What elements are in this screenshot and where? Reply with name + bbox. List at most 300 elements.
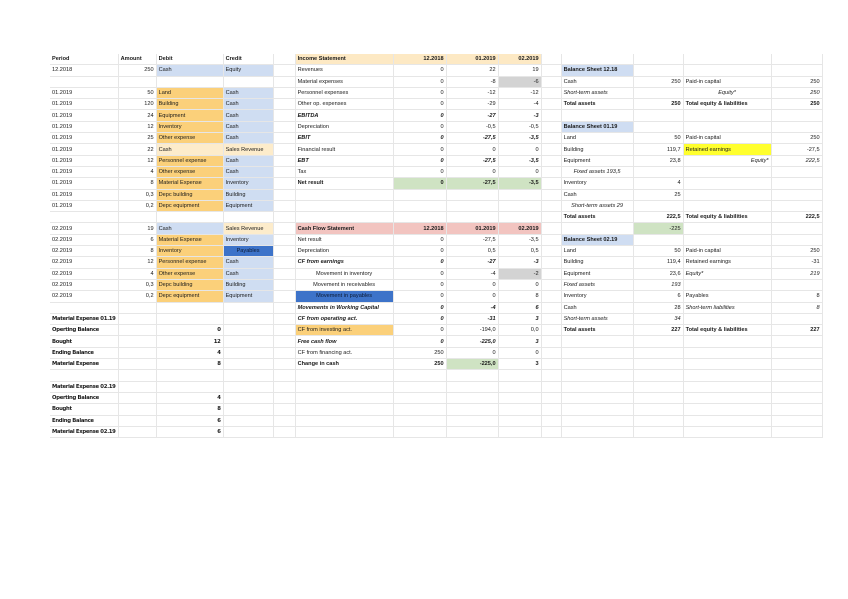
sheet-cell[interactable]: Balance Sheet 01.19	[561, 121, 633, 132]
sheet-cell[interactable]: 24	[118, 110, 156, 121]
sheet-cell[interactable]	[771, 426, 822, 437]
sheet-cell[interactable]: -4	[446, 268, 498, 279]
sheet-cell[interactable]: -8	[446, 76, 498, 87]
sheet-cell[interactable]: 01.2019	[446, 54, 498, 65]
sheet-cell[interactable]	[295, 415, 393, 426]
sheet-cell[interactable]: Financial result	[295, 144, 393, 155]
sheet-cell[interactable]	[273, 426, 295, 437]
sheet-cell[interactable]	[498, 370, 541, 381]
sheet-cell[interactable]: EBT	[295, 155, 393, 166]
sheet-cell[interactable]: 50	[633, 133, 683, 144]
sheet-cell[interactable]: 0	[393, 279, 446, 290]
sheet-cell[interactable]	[633, 426, 683, 437]
sheet-cell[interactable]	[273, 87, 295, 98]
sheet-cell[interactable]	[771, 404, 822, 415]
sheet-cell[interactable]: 01.2019	[50, 178, 118, 189]
sheet-cell[interactable]	[633, 404, 683, 415]
sheet-cell[interactable]: 0	[393, 133, 446, 144]
sheet-cell[interactable]: Sales Revenue	[223, 223, 273, 234]
sheet-cell[interactable]: 8	[498, 291, 541, 302]
sheet-cell[interactable]: Equipment	[561, 155, 633, 166]
sheet-cell[interactable]	[156, 76, 223, 87]
sheet-cell[interactable]	[541, 99, 561, 110]
sheet-cell[interactable]: Building	[156, 99, 223, 110]
sheet-cell[interactable]: Balance Sheet 02.19	[561, 234, 633, 245]
sheet-cell[interactable]: Cash	[223, 121, 273, 132]
sheet-cell[interactable]: 8	[118, 178, 156, 189]
sheet-cell[interactable]	[771, 189, 822, 200]
sheet-cell[interactable]: 0	[393, 257, 446, 268]
sheet-cell[interactable]	[118, 392, 156, 403]
sheet-cell[interactable]	[446, 212, 498, 223]
sheet-cell[interactable]	[541, 415, 561, 426]
sheet-cell[interactable]: Change in cash	[295, 359, 393, 370]
sheet-cell[interactable]: 19	[118, 223, 156, 234]
sheet-cell[interactable]	[223, 381, 273, 392]
sheet-cell[interactable]: 222,5	[633, 212, 683, 223]
sheet-cell[interactable]: 222,5	[771, 155, 822, 166]
sheet-cell[interactable]	[541, 268, 561, 279]
sheet-cell[interactable]: Debit	[156, 54, 223, 65]
sheet-cell[interactable]	[393, 370, 446, 381]
sheet-cell[interactable]	[273, 65, 295, 76]
sheet-cell[interactable]: 222,5	[771, 212, 822, 223]
sheet-cell[interactable]	[273, 76, 295, 87]
sheet-cell[interactable]	[223, 212, 273, 223]
sheet-cell[interactable]: Period	[50, 54, 118, 65]
sheet-cell[interactable]: Inventory	[156, 121, 223, 132]
sheet-cell[interactable]	[633, 121, 683, 132]
sheet-cell[interactable]: Credit	[223, 54, 273, 65]
sheet-cell[interactable]: 02.2019	[50, 234, 118, 245]
sheet-cell[interactable]: 4	[156, 392, 223, 403]
sheet-cell[interactable]	[446, 404, 498, 415]
sheet-cell[interactable]	[223, 325, 273, 336]
sheet-cell[interactable]: Net result	[295, 234, 393, 245]
sheet-cell[interactable]	[771, 54, 822, 65]
sheet-cell[interactable]: Land	[561, 246, 633, 257]
sheet-cell[interactable]	[273, 347, 295, 358]
sheet-cell[interactable]	[561, 404, 633, 415]
sheet-cell[interactable]: 4	[118, 268, 156, 279]
sheet-cell[interactable]: 250	[771, 99, 822, 110]
sheet-cell[interactable]	[771, 392, 822, 403]
sheet-cell[interactable]	[541, 347, 561, 358]
sheet-cell[interactable]: 250	[771, 246, 822, 257]
sheet-cell[interactable]: 02.2019	[50, 246, 118, 257]
sheet-cell[interactable]: Sales Revenue	[223, 144, 273, 155]
sheet-cell[interactable]: 0,3	[118, 279, 156, 290]
sheet-cell[interactable]: -27,5	[446, 155, 498, 166]
sheet-cell[interactable]: Other expense	[156, 133, 223, 144]
sheet-cell[interactable]	[541, 381, 561, 392]
sheet-cell[interactable]: 0	[498, 144, 541, 155]
sheet-cell[interactable]: Equipment	[223, 200, 273, 211]
sheet-cell[interactable]: 0	[393, 121, 446, 132]
sheet-cell[interactable]: 0,5	[446, 246, 498, 257]
sheet-cell[interactable]	[541, 110, 561, 121]
sheet-cell[interactable]	[771, 121, 822, 132]
sheet-cell[interactable]	[273, 257, 295, 268]
sheet-cell[interactable]: Building	[561, 257, 633, 268]
sheet-cell[interactable]: 01.2019	[50, 121, 118, 132]
sheet-cell[interactable]: 227	[633, 325, 683, 336]
sheet-cell[interactable]: 01.2019	[50, 144, 118, 155]
sheet-cell[interactable]: 25	[633, 189, 683, 200]
sheet-cell[interactable]: 01.2019	[50, 200, 118, 211]
sheet-cell[interactable]: Total equity & liabilities	[683, 325, 771, 336]
sheet-cell[interactable]	[561, 426, 633, 437]
sheet-cell[interactable]	[498, 392, 541, 403]
sheet-cell[interactable]	[273, 234, 295, 245]
sheet-cell[interactable]	[633, 234, 683, 245]
sheet-cell[interactable]: Depreciation	[295, 246, 393, 257]
sheet-cell[interactable]	[541, 133, 561, 144]
sheet-cell[interactable]	[498, 189, 541, 200]
sheet-cell[interactable]: 0	[393, 178, 446, 189]
sheet-cell[interactable]: Inventory	[223, 234, 273, 245]
sheet-cell[interactable]: Retained earnings	[683, 144, 771, 155]
sheet-cell[interactable]: 0	[498, 347, 541, 358]
sheet-cell[interactable]: 250	[771, 76, 822, 87]
sheet-cell[interactable]: Cash	[156, 144, 223, 155]
sheet-cell[interactable]: Depc equipment	[156, 291, 223, 302]
sheet-cell[interactable]	[541, 76, 561, 87]
sheet-cell[interactable]	[273, 291, 295, 302]
sheet-cell[interactable]: Depc building	[156, 279, 223, 290]
sheet-cell[interactable]	[223, 415, 273, 426]
sheet-cell[interactable]: CF from operating act.	[295, 313, 393, 324]
sheet-cell[interactable]	[633, 110, 683, 121]
sheet-cell[interactable]	[295, 370, 393, 381]
sheet-cell[interactable]	[561, 415, 633, 426]
sheet-cell[interactable]: -3,5	[498, 234, 541, 245]
sheet-cell[interactable]	[683, 404, 771, 415]
sheet-cell[interactable]: 6	[498, 302, 541, 313]
sheet-cell[interactable]	[541, 189, 561, 200]
sheet-cell[interactable]: 0	[393, 336, 446, 347]
sheet-cell[interactable]: Depreciation	[295, 121, 393, 132]
sheet-cell[interactable]: Free cash flow	[295, 336, 393, 347]
sheet-cell[interactable]	[498, 415, 541, 426]
sheet-cell[interactable]: Payables	[223, 246, 273, 257]
sheet-cell[interactable]: -12	[446, 87, 498, 98]
sheet-cell[interactable]: Material Expense 01.19	[50, 313, 118, 324]
sheet-cell[interactable]: 0	[393, 110, 446, 121]
sheet-cell[interactable]: -3	[498, 257, 541, 268]
sheet-cell[interactable]: Cash	[561, 189, 633, 200]
sheet-cell[interactable]: 50	[633, 246, 683, 257]
sheet-cell[interactable]: Depc equipment	[156, 200, 223, 211]
sheet-cell[interactable]	[446, 381, 498, 392]
sheet-cell[interactable]: 01.2019	[50, 87, 118, 98]
sheet-cell[interactable]: 0	[393, 144, 446, 155]
sheet-cell[interactable]	[683, 234, 771, 245]
sheet-cell[interactable]	[273, 381, 295, 392]
sheet-cell[interactable]: Cash Flow Statement	[295, 223, 393, 234]
sheet-cell[interactable]: -0,5	[446, 121, 498, 132]
sheet-cell[interactable]	[633, 381, 683, 392]
sheet-cell[interactable]	[683, 426, 771, 437]
sheet-cell[interactable]: Equity*	[683, 155, 771, 166]
sheet-cell[interactable]	[633, 392, 683, 403]
sheet-cell[interactable]	[541, 178, 561, 189]
sheet-cell[interactable]	[771, 178, 822, 189]
sheet-cell[interactable]: 0	[156, 325, 223, 336]
sheet-cell[interactable]	[683, 415, 771, 426]
sheet-cell[interactable]	[273, 313, 295, 324]
sheet-cell[interactable]	[223, 336, 273, 347]
sheet-cell[interactable]	[50, 302, 118, 313]
sheet-cell[interactable]	[273, 392, 295, 403]
sheet-cell[interactable]: Cash	[223, 166, 273, 177]
sheet-cell[interactable]: -3,5	[498, 133, 541, 144]
sheet-cell[interactable]	[683, 392, 771, 403]
sheet-cell[interactable]	[118, 381, 156, 392]
sheet-cell[interactable]	[633, 347, 683, 358]
sheet-cell[interactable]: Cash	[156, 65, 223, 76]
sheet-cell[interactable]: 4	[633, 178, 683, 189]
sheet-cell[interactable]	[683, 370, 771, 381]
sheet-cell[interactable]: -194,0	[446, 325, 498, 336]
sheet-cell[interactable]	[118, 347, 156, 358]
sheet-cell[interactable]	[273, 166, 295, 177]
sheet-cell[interactable]: 0	[393, 76, 446, 87]
sheet-cell[interactable]: Material Expense	[156, 178, 223, 189]
sheet-cell[interactable]: 12	[118, 257, 156, 268]
sheet-cell[interactable]	[273, 133, 295, 144]
sheet-cell[interactable]: 3	[498, 313, 541, 324]
sheet-cell[interactable]: Building	[223, 279, 273, 290]
sheet-cell[interactable]: Building	[223, 189, 273, 200]
sheet-cell[interactable]: 8	[118, 246, 156, 257]
sheet-cell[interactable]	[156, 302, 223, 313]
sheet-cell[interactable]	[118, 370, 156, 381]
sheet-cell[interactable]	[561, 347, 633, 358]
sheet-cell[interactable]: 8	[156, 359, 223, 370]
sheet-cell[interactable]: 0	[393, 268, 446, 279]
sheet-cell[interactable]: Balance Sheet 12.18	[561, 65, 633, 76]
sheet-cell[interactable]: 02.2019	[498, 54, 541, 65]
sheet-cell[interactable]: Short-term assets	[561, 87, 633, 98]
sheet-cell[interactable]	[683, 178, 771, 189]
sheet-cell[interactable]	[273, 144, 295, 155]
sheet-cell[interactable]: 19	[498, 65, 541, 76]
sheet-cell[interactable]	[561, 359, 633, 370]
sheet-cell[interactable]: Ending Balance	[50, 415, 118, 426]
sheet-cell[interactable]	[633, 370, 683, 381]
sheet-cell[interactable]	[561, 110, 633, 121]
sheet-cell[interactable]	[541, 223, 561, 234]
sheet-cell[interactable]: 22	[446, 65, 498, 76]
sheet-cell[interactable]: Bought	[50, 404, 118, 415]
sheet-cell[interactable]: 01.2019	[50, 110, 118, 121]
sheet-cell[interactable]	[541, 144, 561, 155]
sheet-cell[interactable]	[273, 155, 295, 166]
sheet-cell[interactable]: Personnel expenses	[295, 87, 393, 98]
sheet-cell[interactable]: Cash	[223, 155, 273, 166]
sheet-cell[interactable]: 8	[771, 302, 822, 313]
sheet-cell[interactable]: 250	[393, 359, 446, 370]
sheet-cell[interactable]: Inventory	[561, 178, 633, 189]
sheet-cell[interactable]	[498, 381, 541, 392]
sheet-cell[interactable]	[771, 234, 822, 245]
sheet-cell[interactable]: Short-term assets 29	[561, 200, 633, 211]
sheet-cell[interactable]: 219	[771, 268, 822, 279]
sheet-cell[interactable]	[541, 291, 561, 302]
sheet-cell[interactable]: 0	[393, 166, 446, 177]
sheet-cell[interactable]: 01.2019	[50, 99, 118, 110]
sheet-cell[interactable]: Material Expense	[156, 234, 223, 245]
sheet-cell[interactable]: -12	[498, 87, 541, 98]
sheet-cell[interactable]	[541, 359, 561, 370]
sheet-cell[interactable]: Payables	[683, 291, 771, 302]
sheet-cell[interactable]: 227	[771, 325, 822, 336]
sheet-cell[interactable]: -27,5	[446, 178, 498, 189]
sheet-cell[interactable]: Fixed assets 193,5	[561, 166, 633, 177]
sheet-cell[interactable]: 4	[118, 166, 156, 177]
sheet-cell[interactable]: Equity*	[683, 268, 771, 279]
sheet-cell[interactable]: 0	[498, 166, 541, 177]
sheet-cell[interactable]: 12	[156, 336, 223, 347]
sheet-cell[interactable]: 0,3	[118, 189, 156, 200]
sheet-cell[interactable]	[633, 200, 683, 211]
sheet-cell[interactable]: -2	[498, 268, 541, 279]
sheet-cell[interactable]: 3	[498, 336, 541, 347]
sheet-cell[interactable]: Tax	[295, 166, 393, 177]
sheet-cell[interactable]	[771, 279, 822, 290]
sheet-cell[interactable]	[393, 189, 446, 200]
sheet-cell[interactable]	[541, 279, 561, 290]
sheet-cell[interactable]	[683, 110, 771, 121]
sheet-cell[interactable]: -4	[446, 302, 498, 313]
sheet-cell[interactable]: 02.2019	[498, 223, 541, 234]
sheet-cell[interactable]	[118, 359, 156, 370]
sheet-cell[interactable]	[273, 325, 295, 336]
sheet-cell[interactable]	[633, 166, 683, 177]
sheet-cell[interactable]: CF from financing act.	[295, 347, 393, 358]
sheet-cell[interactable]: Cash	[223, 257, 273, 268]
sheet-cell[interactable]	[50, 370, 118, 381]
sheet-cell[interactable]	[561, 223, 633, 234]
sheet-cell[interactable]: -6	[498, 76, 541, 87]
sheet-cell[interactable]	[393, 426, 446, 437]
sheet-cell[interactable]: 01.2019	[50, 133, 118, 144]
sheet-cell[interactable]	[683, 347, 771, 358]
sheet-cell[interactable]	[541, 336, 561, 347]
sheet-cell[interactable]	[683, 65, 771, 76]
sheet-cell[interactable]: 6	[633, 291, 683, 302]
sheet-cell[interactable]	[633, 65, 683, 76]
sheet-cell[interactable]: Amount	[118, 54, 156, 65]
sheet-cell[interactable]: -27	[446, 110, 498, 121]
sheet-cell[interactable]: 12	[118, 121, 156, 132]
sheet-cell[interactable]: -225,0	[446, 336, 498, 347]
sheet-cell[interactable]: CF from investing act.	[295, 325, 393, 336]
sheet-cell[interactable]	[541, 257, 561, 268]
sheet-cell[interactable]: 0	[393, 155, 446, 166]
sheet-cell[interactable]	[771, 347, 822, 358]
sheet-cell[interactable]: Movements in Working Capital	[295, 302, 393, 313]
sheet-cell[interactable]	[393, 200, 446, 211]
sheet-cell[interactable]	[393, 392, 446, 403]
sheet-cell[interactable]	[223, 370, 273, 381]
sheet-cell[interactable]	[295, 392, 393, 403]
sheet-cell[interactable]: 0	[446, 144, 498, 155]
sheet-cell[interactable]: 0	[393, 325, 446, 336]
sheet-cell[interactable]: Operting Balance	[50, 392, 118, 403]
sheet-cell[interactable]: 250	[771, 87, 822, 98]
sheet-cell[interactable]: 12.2018	[393, 54, 446, 65]
sheet-cell[interactable]	[223, 76, 273, 87]
sheet-cell[interactable]	[771, 223, 822, 234]
sheet-cell[interactable]	[118, 302, 156, 313]
sheet-cell[interactable]	[771, 313, 822, 324]
sheet-cell[interactable]	[273, 336, 295, 347]
sheet-cell[interactable]: Short-term assets	[561, 313, 633, 324]
sheet-cell[interactable]	[273, 121, 295, 132]
sheet-cell[interactable]	[223, 313, 273, 324]
sheet-cell[interactable]	[156, 381, 223, 392]
sheet-cell[interactable]	[498, 404, 541, 415]
sheet-cell[interactable]: -27,5	[771, 144, 822, 155]
sheet-cell[interactable]	[273, 279, 295, 290]
sheet-cell[interactable]	[683, 200, 771, 211]
sheet-cell[interactable]: 119,4	[633, 257, 683, 268]
sheet-cell[interactable]: 12	[118, 155, 156, 166]
sheet-cell[interactable]	[295, 189, 393, 200]
sheet-cell[interactable]	[50, 76, 118, 87]
sheet-cell[interactable]	[683, 279, 771, 290]
sheet-cell[interactable]	[771, 110, 822, 121]
sheet-cell[interactable]	[273, 359, 295, 370]
sheet-cell[interactable]	[541, 166, 561, 177]
sheet-cell[interactable]: 0	[393, 302, 446, 313]
sheet-cell[interactable]: Equity*	[683, 87, 771, 98]
sheet-cell[interactable]	[295, 200, 393, 211]
sheet-cell[interactable]: 01.2019	[50, 189, 118, 200]
sheet-cell[interactable]: 0	[393, 313, 446, 324]
sheet-cell[interactable]: 6	[156, 426, 223, 437]
sheet-cell[interactable]: 8	[156, 404, 223, 415]
sheet-cell[interactable]: Personnel expense	[156, 155, 223, 166]
sheet-cell[interactable]: 28	[633, 302, 683, 313]
sheet-cell[interactable]: Other expense	[156, 268, 223, 279]
sheet-cell[interactable]	[541, 392, 561, 403]
sheet-cell[interactable]: Building	[561, 144, 633, 155]
sheet-cell[interactable]: Cash	[223, 87, 273, 98]
sheet-cell[interactable]: 02.2019	[50, 279, 118, 290]
sheet-cell[interactable]: Depc building	[156, 189, 223, 200]
sheet-cell[interactable]	[541, 200, 561, 211]
sheet-cell[interactable]: 12.2018	[50, 65, 118, 76]
sheet-cell[interactable]	[633, 54, 683, 65]
sheet-cell[interactable]: 01.2019	[50, 166, 118, 177]
sheet-cell[interactable]	[541, 121, 561, 132]
sheet-cell[interactable]	[223, 404, 273, 415]
sheet-cell[interactable]: EBITDA	[295, 110, 393, 121]
sheet-cell[interactable]	[541, 234, 561, 245]
sheet-cell[interactable]: 02.2019	[50, 268, 118, 279]
sheet-cell[interactable]: Income Statement	[295, 54, 393, 65]
sheet-cell[interactable]: Inventory	[156, 246, 223, 257]
sheet-cell[interactable]: -3,5	[498, 155, 541, 166]
sheet-cell[interactable]	[683, 121, 771, 132]
sheet-cell[interactable]	[393, 404, 446, 415]
sheet-cell[interactable]	[541, 325, 561, 336]
sheet-cell[interactable]: 0	[393, 234, 446, 245]
sheet-cell[interactable]	[118, 336, 156, 347]
